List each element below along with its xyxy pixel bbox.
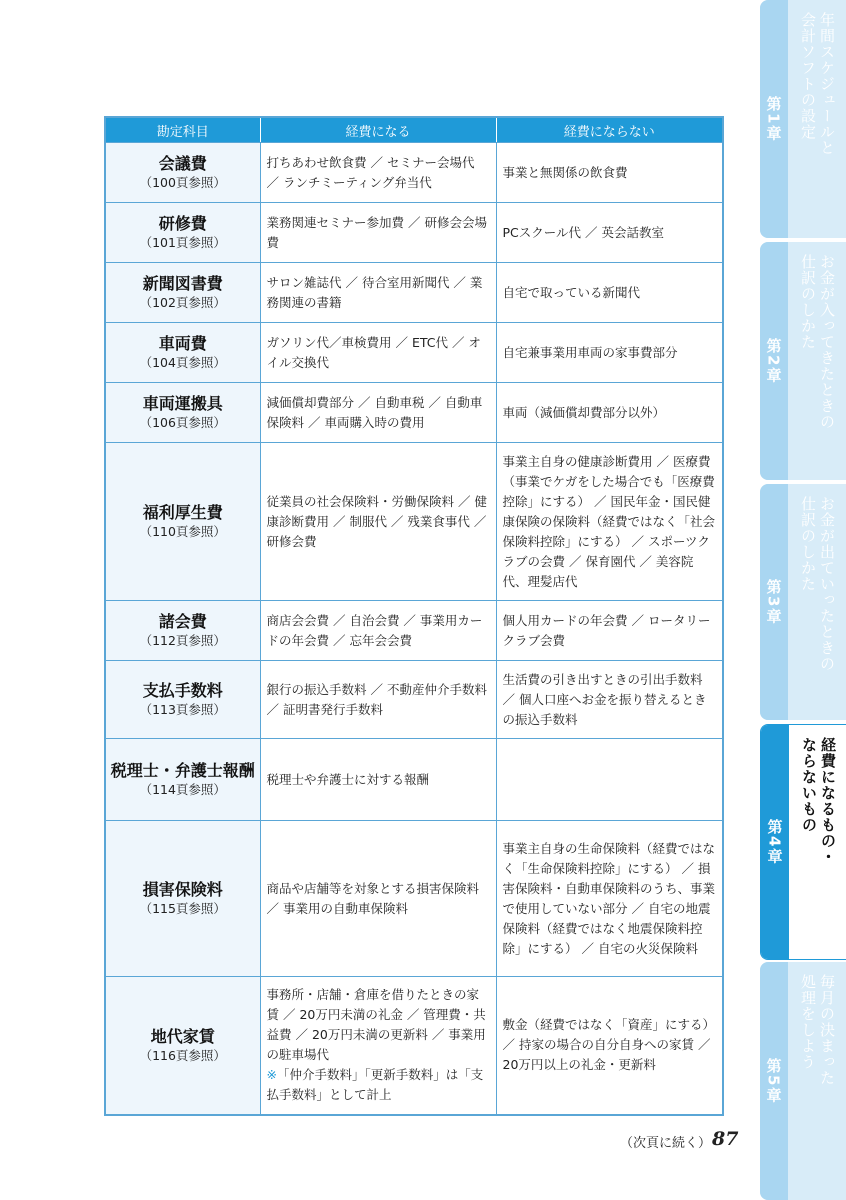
- page-reference: （102頁参照）: [139, 295, 226, 310]
- non-deductible-text: 事業と無関係の飲食費: [502, 164, 628, 180]
- account-cell: [105, 263, 260, 323]
- page-reference: （100頁参照）: [139, 175, 226, 190]
- account-cell: [105, 443, 260, 601]
- deductible-text: ガソリン代／車検費用 ／ ETC代 ／ オイル交換代: [266, 334, 481, 370]
- account-name: 研修費: [158, 214, 207, 233]
- deductible-text: 業務関連セミナー参加費 ／ 研修会会場費: [266, 214, 487, 250]
- note-body: 「仲介手数料」「更新手数料」は「支払手数料」として計上: [266, 1067, 484, 1103]
- account-cell: [105, 977, 260, 1115]
- account-name: 車両運搬具: [142, 394, 223, 413]
- non-deductible-text: 事業主自身の生命保険料（経費ではなく「生命保険料控除」にする） ／ 損害保険料・自動車保険料のうち、事業で使用していない部分 ／ 自宅の地震保険料（経費ではなく地震保険料控除」にする） ／ 自宅の火災保険料: [502, 840, 716, 956]
- tab-title-label: お金が入ってきたときの 仕訳のしかた: [799, 254, 836, 430]
- chapter-tab-1[interactable]: [760, 0, 846, 238]
- tab-title-label: 経費になるもの・ ならないもの: [800, 737, 837, 865]
- non-deductible-text: 生活費の引き出すときの引出手数料 ／ 個人口座へお金を振り替えるときの振込手数料: [502, 671, 707, 727]
- non-deductible-cell: [496, 203, 723, 263]
- page-reference: （114頁参照）: [139, 782, 226, 797]
- table-row: [105, 821, 723, 977]
- deductible-text: 打ちあわせ飲食費 ／ セミナー会場代 ／ ランチミーティング弁当代: [266, 154, 475, 190]
- deductible-cell: [260, 203, 496, 263]
- deductible-cell: [260, 739, 496, 821]
- account-cell: [105, 143, 260, 203]
- non-deductible-cell: [496, 323, 723, 383]
- table-row: [105, 383, 723, 443]
- non-deductible-text: 敷金（経費ではなく「資産」にする） ／ 持家の場合の自分自身への家賃 ／ 20万円以上の礼金・更新料: [502, 1017, 716, 1073]
- account-name: 新聞図書費: [142, 274, 223, 293]
- non-deductible-cell: [496, 739, 723, 821]
- account-name: 損害保険料: [142, 880, 223, 899]
- account-cell: [105, 821, 260, 977]
- table-row: [105, 203, 723, 263]
- tab-chapter: [760, 0, 788, 238]
- tab-chapter-label: 第4章: [765, 818, 784, 866]
- deductible-text: 税理士や弁護士に対する報酬: [266, 771, 430, 787]
- deductible-cell: [260, 601, 496, 661]
- tab-title-label: 年間スケジュールと 会計ソフトの設定: [799, 12, 836, 156]
- table-row: [105, 143, 723, 203]
- account-name: 税理士・弁護士報酬: [110, 761, 255, 780]
- deductible-cell: [260, 821, 496, 977]
- table-row: [105, 739, 723, 821]
- table-row: [105, 977, 723, 1115]
- account-name: 車両費: [158, 334, 207, 353]
- chapter-tab-5[interactable]: [760, 962, 846, 1200]
- non-deductible-cell: [496, 661, 723, 739]
- deductible-cell: [260, 263, 496, 323]
- deductible-cell: [260, 443, 496, 601]
- non-deductible-text: 自宅で取っている新聞代: [502, 284, 641, 300]
- continued-note: （次頁に続く）: [620, 1136, 712, 1151]
- tab-chapter-label: 第3章: [764, 578, 783, 626]
- account-name: 会議費: [158, 154, 207, 173]
- tab-title-label: お金が出ていったときの 仕訳のしかた: [799, 496, 836, 672]
- non-deductible-text: 自宅兼事業用車両の家事費部分: [502, 344, 678, 360]
- account-cell: [105, 383, 260, 443]
- non-deductible-cell: [496, 443, 723, 601]
- tab-title: [792, 974, 842, 1192]
- deductible-text: 従業員の社会保険料・労働保険料 ／ 健康診断費用 ／ 制服代 ／ 残業食事代 ／ 研修会費: [266, 493, 487, 549]
- expense-table: [104, 116, 724, 1116]
- account-name: 諸会費: [158, 612, 207, 631]
- non-deductible-cell: [496, 821, 723, 977]
- account-cell: [105, 601, 260, 661]
- non-deductible-text: 個人用カードの年会費 ／ ロータリークラブ会費: [502, 612, 711, 648]
- header-deductible: 経費になる: [260, 117, 496, 143]
- tab-chapter: [761, 725, 789, 959]
- deductible-cell: [260, 977, 496, 1115]
- tab-chapter-label: 第1章: [764, 95, 783, 143]
- page-number: 87: [712, 1128, 739, 1150]
- account-name: 福利厚生費: [142, 503, 223, 522]
- deductible-cell: [260, 383, 496, 443]
- non-deductible-cell: [496, 263, 723, 323]
- non-deductible-text: 事業主自身の健康診断費用 ／ 医療費（事業でケガをした場合でも「医療費控除」にする） ／ 国民年金・国民健康保険の保険料（経費ではなく「社会保険料控除」にする） ／ スポーツクラブの会費 ／ 保育園代 ／ 美容院代、理髪店代: [502, 453, 716, 589]
- header-account: 勘定科目: [105, 117, 260, 143]
- tab-chapter-label: 第5章: [764, 1057, 783, 1105]
- account-cell: [105, 739, 260, 821]
- chapter-tab-3[interactable]: [760, 484, 846, 720]
- deductible-text: 商店会会費 ／ 自治会費 ／ 事業用カードの年会費 ／ 忘年会会費: [266, 612, 483, 648]
- tab-title: [793, 737, 843, 951]
- tab-title: [792, 254, 842, 472]
- chapter-tab-2[interactable]: [760, 242, 846, 480]
- tab-title: [792, 12, 842, 230]
- table-row: [105, 601, 723, 661]
- non-deductible-cell: [496, 383, 723, 443]
- tab-chapter: [760, 242, 788, 480]
- page-reference: （101頁参照）: [139, 235, 226, 250]
- account-cell: [105, 661, 260, 739]
- page-reference: （110頁参照）: [139, 524, 226, 539]
- page-reference: （104頁参照）: [139, 355, 226, 370]
- table-header-row: [105, 117, 723, 143]
- table-row: [105, 263, 723, 323]
- tab-title: [792, 496, 842, 712]
- header-non-deductible: 経費にならない: [496, 117, 723, 143]
- tab-title-label: 毎月の決まった 処理をしよう: [799, 974, 836, 1086]
- non-deductible-text: 車両（減価償却費部分以外）: [502, 404, 666, 420]
- deductible-text: 減価償却費部分 ／ 自動車税 ／ 自動車保険料 ／ 車両購入時の費用: [266, 394, 483, 430]
- page-reference: （115頁参照）: [139, 901, 226, 916]
- table-row: [105, 323, 723, 383]
- tab-chapter-label: 第2章: [764, 337, 783, 385]
- deductible-text: サロン雑誌代 ／ 待合室用新聞代 ／ 業務関連の書籍: [266, 274, 483, 310]
- page-reference: （116頁参照）: [139, 1047, 226, 1063]
- deductible-text: 事務所・店舗・倉庫を借りたときの家賃 ／ 20万円未満の礼金 ／ 管理費・共益費 ／ 20万円未満の更新料 ／ 事業用の駐車場代: [266, 987, 486, 1063]
- account-name: 地代家賃: [150, 1026, 215, 1046]
- account-cell: [105, 323, 260, 383]
- chapter-tabs: [760, 0, 846, 1200]
- account-cell: [105, 203, 260, 263]
- non-deductible-cell: [496, 143, 723, 203]
- page-reference: （106頁参照）: [139, 415, 226, 430]
- non-deductible-text: PCスクール代 ／ 英会話教室: [502, 224, 664, 240]
- page-reference: （112頁参照）: [139, 633, 226, 648]
- table-row: [105, 443, 723, 601]
- note-mark: ※: [266, 1067, 277, 1083]
- account-name: 支払手数料: [142, 681, 223, 700]
- deductible-cell: [260, 661, 496, 739]
- tab-chapter: [760, 962, 788, 1200]
- page-reference: （113頁参照）: [139, 702, 226, 717]
- non-deductible-cell: [496, 601, 723, 661]
- deductible-cell: [260, 143, 496, 203]
- note-text: [267, 1067, 484, 1102]
- table-row: [105, 661, 723, 739]
- non-deductible-cell: [496, 977, 723, 1115]
- tab-chapter: [760, 484, 788, 720]
- chapter-tab-4[interactable]: [760, 724, 846, 960]
- deductible-text: 商品や店舗等を対象とする損害保険料 ／ 事業用の自動車保険料: [266, 880, 480, 916]
- deductible-cell: [260, 323, 496, 383]
- deductible-text: 銀行の振込手数料 ／ 不動産仲介手数料 ／ 証明書発行手数料: [266, 681, 487, 717]
